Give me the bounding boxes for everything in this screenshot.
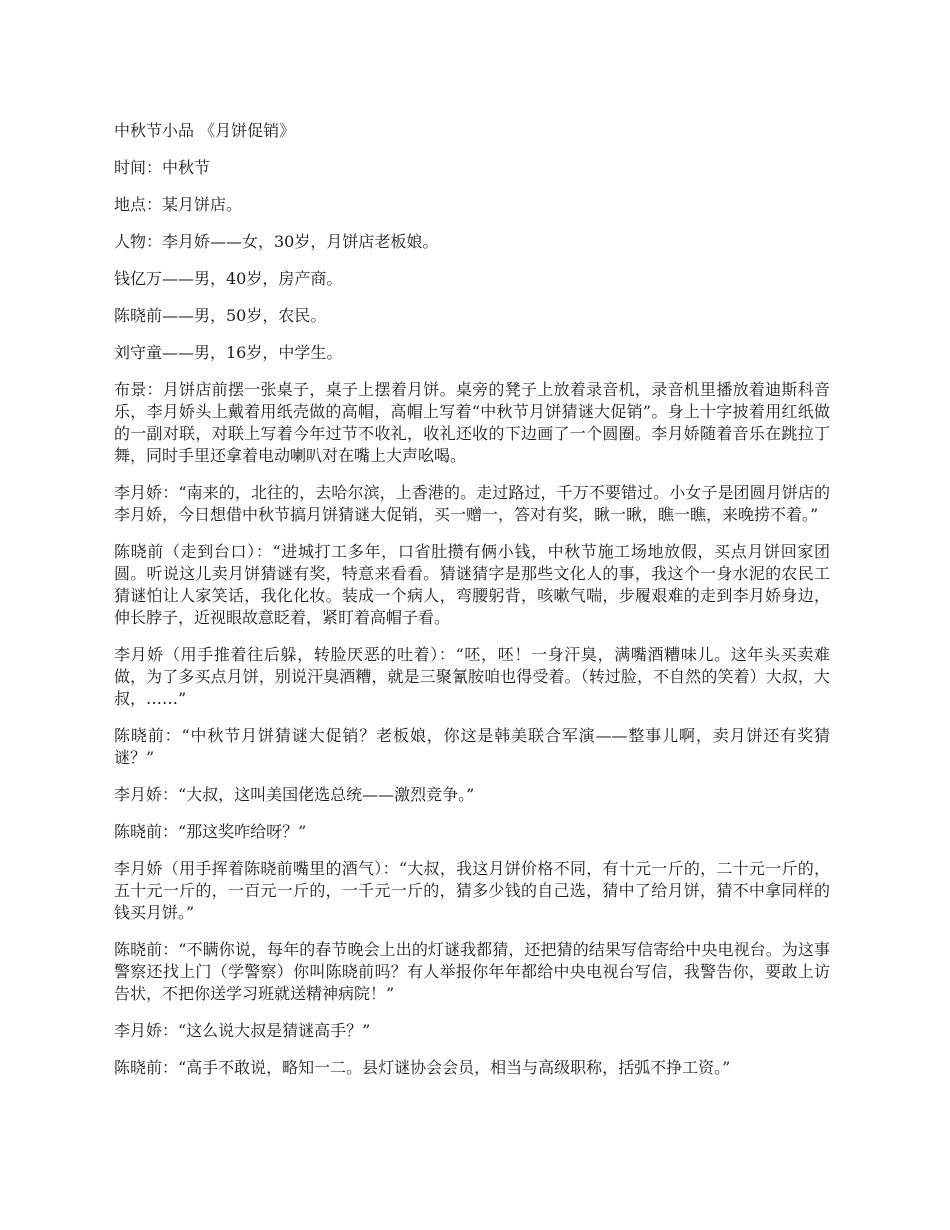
dialogue-paragraph: 陈晓前（走到台口）：“进城打工多年，口省肚攒有俩小钱，中秋节施工场地放假，买点月饼回家团圆。听说这儿卖月饼猜谜有奖，特意来看看。猜谜猜字是那些文化人的事，我这个一身水泥的农民工猜谜怕让人家笑话，我化化妆。装成一个病人，弯腰躬背，咳嗽气喘，步履艰难的走到李月娇身边，伸长脖子，近视眼故意眨着，紧盯着高帽子看。 xyxy=(114,542,830,627)
setting-time: 时间：中秋节 xyxy=(114,158,211,177)
dialogue-paragraph: 陈晓前：“那这奖咋给呀？” xyxy=(114,822,307,841)
dialogue-paragraph: 陈晓前：“不瞒你说，每年的春节晚会上出的灯谜我都猜，还把猜的结果写信寄给中央电视台。为这事警察还找上门（学警察）你叫陈晓前吗？有人举报你年年都给中央电视台写信，我警告你，要敢上访告状，不把你送学习班就送精神病院！” xyxy=(114,940,830,1003)
character-li-yuejiao: 人物：李月娇——女，30岁，月饼店老板娘。 xyxy=(114,232,439,251)
dialogue-paragraph: 陈晓前：“中秋节月饼猜谜大促销？老板娘，你这是韩美联合军演——整事儿啊，卖月饼还有奖猜谜？” xyxy=(114,726,830,767)
dialogue-paragraph: 李月娇（用手推着往后躲，转脸厌恶的吐着）：“呸，呸！一身汗臭，满嘴酒糟味儿。这年头买卖难做，为了多买点月饼，别说汗臭酒糟，就是三聚氰胺咱也得受着。（转过脸，不自然的笑着）大叔，大叔，……” xyxy=(114,645,830,708)
dialogue-paragraph: 李月娇（用手挥着陈晓前嘴里的酒气）：“大叔，我这月饼价格不同，有十元一斤的，二十元一斤的，五十元一斤的，一百元一斤的，一千元一斤的，猜多少钱的自己选，猜中了给月饼，猜不中拿同样的钱买月饼。” xyxy=(114,859,830,922)
setting-place: 地点：某月饼店。 xyxy=(114,195,243,214)
character-liu-shoutong: 刘守童——男，16岁，中学生。 xyxy=(114,343,343,362)
document-body xyxy=(114,120,830,1094)
document-title: 中秋节小品 《月饼促销》 xyxy=(114,121,296,140)
dialogue-paragraph: 李月娇：“这么说大叔是猜谜高手？” xyxy=(114,1021,371,1040)
dialogue-paragraph: 陈晓前：“高手不敢说，略知一二。县灯谜协会会员，相当与高级职称，括弧不挣工资。” xyxy=(114,1058,731,1077)
character-chen-xiaoqian: 陈晓前——男，50岁，农民。 xyxy=(114,306,327,325)
dialogue-paragraph: 李月娇：“大叔，这叫美国佬选总统——激烈竞争。” xyxy=(114,785,475,804)
scene-description: 布景：月饼店前摆一张桌子，桌子上摆着月饼。桌旁的凳子上放着录音机，录音机里播放着迪斯科音乐，李月娇头上戴着用纸壳做的高帽，高帽上写着“中秋节月饼猜谜大促销”。身上十字披着用红纸做的一副对联，对联上写着今年过节不收礼，收礼还收的下边画了一个圆圈。李月娇随着音乐在跳拉丁舞，同时手里还拿着电动喇叭对在嘴上大声吆喝。 xyxy=(114,380,830,465)
dialogue-paragraph: 李月娇：“南来的，北往的，去哈尔滨，上香港的。走过路过，千万不要错过。小女子是团圆月饼店的李月娇，今日想借中秋节搞月饼猜谜大促销，买一赠一，答对有奖，瞅一瞅，瞧一瞧，来晚捞不着。” xyxy=(114,483,830,524)
character-qian-yiwan: 钱亿万——男，40岁，房产商。 xyxy=(114,269,343,288)
